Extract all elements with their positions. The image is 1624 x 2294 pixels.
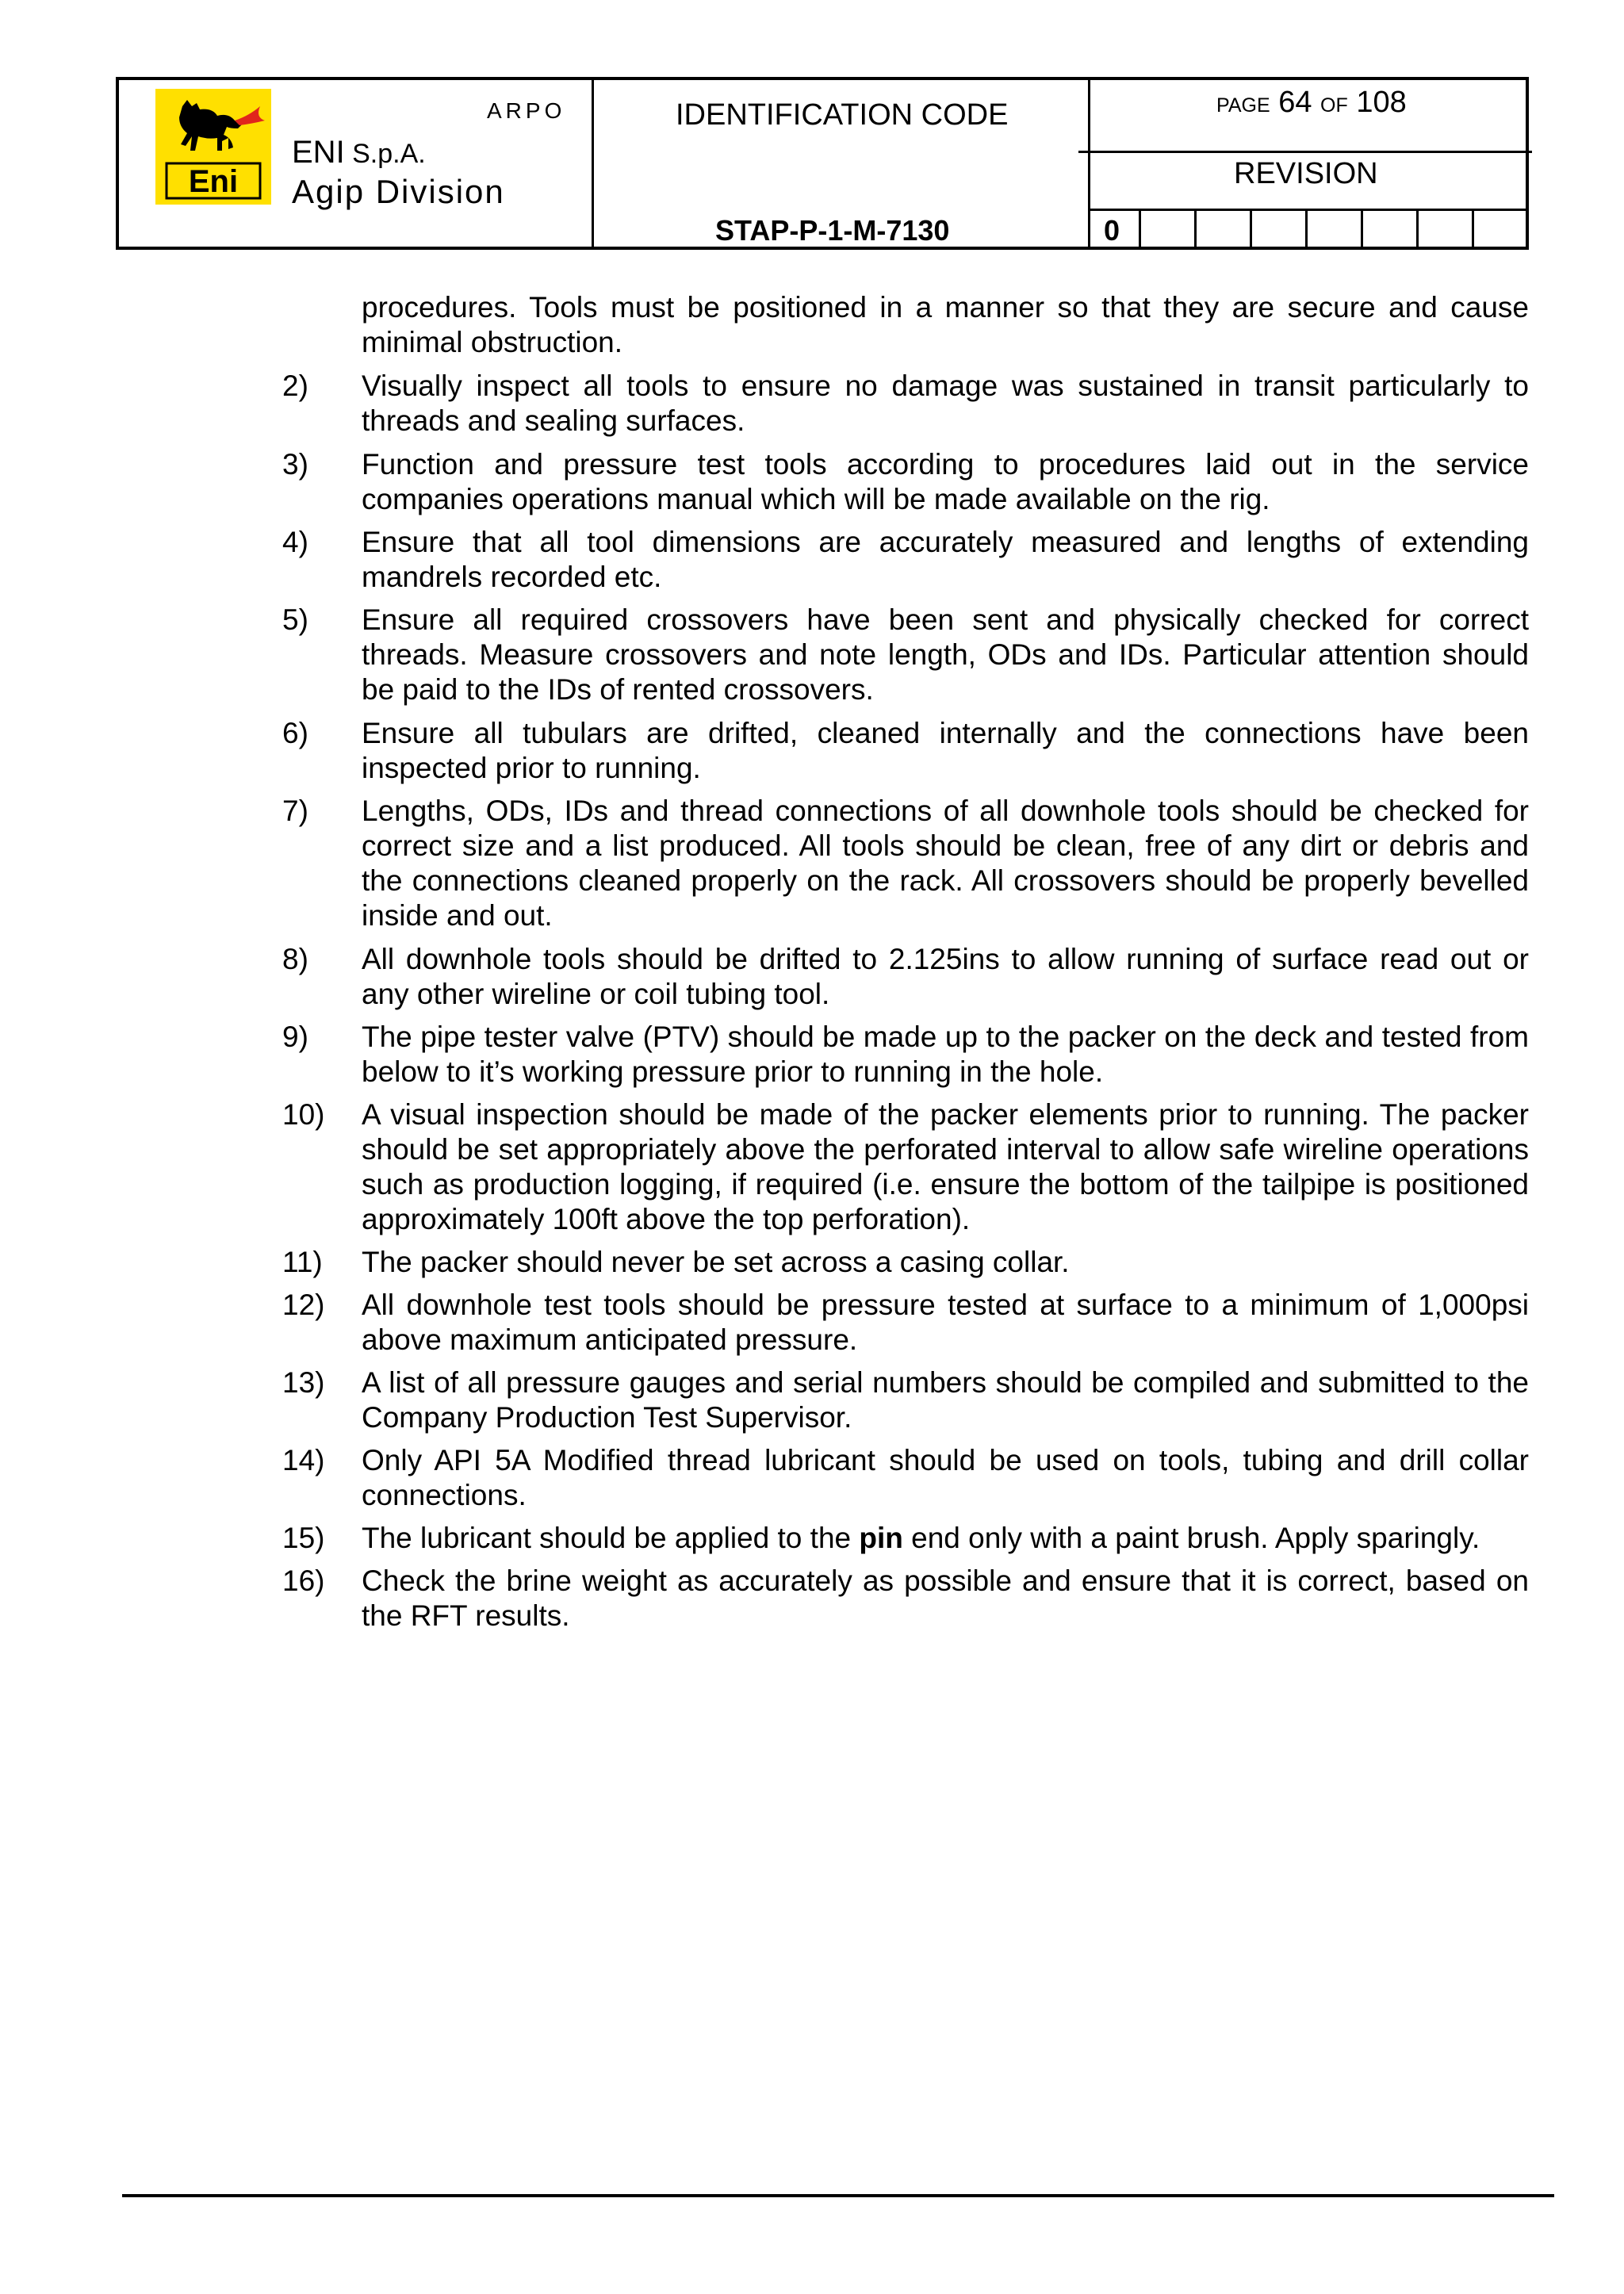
list-item-text: The pipe tester valve (PTV) should be made up to the packer on the deck and tested from below to it’s working pressure prior to running in the hole. [362,1021,1529,1088]
revision-cell [1305,210,1308,247]
page-of: OF [1320,94,1348,117]
list-item-text: Visually inspect all tools to ensure no damage was sustained in transit particularly to threads and sealing surfaces. [362,370,1529,437]
page-total: 108 [1356,86,1407,119]
revision-value: 0 [1104,214,1120,247]
division-name: Agip Division [292,173,505,210]
footer-rule [122,2194,1554,2197]
revision-cell [1416,210,1419,247]
list-item-number: 3) [282,448,308,481]
company-name [292,135,426,170]
list-item-text: Ensure all required crossovers have been sent and physically checked for correct threads. Measure crossovers and note length, ODs and IDs. Particular attention should be paid to the IDs of rented crossovers. [362,603,1529,706]
continuation-paragraph: procedures. Tools must be positioned in a manner so that they are secure and cause minimal obstruction. [362,291,1529,358]
list-item-text: Ensure all tubulars are drifted, cleaned internally and the connections have been inspected prior to running. [362,717,1529,784]
list-item-number: 15) [282,1522,325,1554]
list-item-text: Check the brine weight as accurately as possible and ensure that it is correct, based on the RFT results. [362,1564,1529,1632]
company-short: ENI [292,135,345,170]
identification-code: STAP-P-1-M-7130 [715,214,950,247]
page-current: 64 [1278,86,1312,119]
list-item-number: 9) [282,1021,308,1053]
list-item-number: 12) [282,1289,325,1321]
list-item-text: A list of all pressure gauges and serial numbers should be compiled and submitted to the Company Production Test Supervisor. [362,1366,1529,1434]
list-item-text: Lengths, ODs, IDs and thread connections of all downhole tools should be checked for correct size and a list produced. All tools should be clean, free of any dirt or debris and the connections cleaned properly on the rack. All crossovers should be properly bevelled inside and out. [362,795,1529,932]
eni-logo [155,89,271,205]
company-suffix: S.p.A. [344,139,426,169]
list-item-text: The packer should never be set across a casing collar. [362,1246,1070,1278]
revision-cell [1250,210,1252,247]
header-divider [1088,80,1090,247]
list-item-number: 14) [282,1444,325,1476]
revision-cell [1194,210,1197,247]
logo-text: Eni [188,164,239,199]
list-item-text: Only API 5A Modified thread lubricant should be used on tools, tubing and drill collar connections. [362,1444,1529,1511]
list-item-number: 5) [282,603,308,636]
list-item-number: 4) [282,526,308,558]
list-item-number: 2) [282,370,308,402]
list-item-number: 11) [282,1246,323,1278]
list-item-number: 8) [282,943,308,975]
list-item-text: A visual inspection should be made of the packer elements prior to running. The packer should be set appropriately above the perforated interval to allow safe wireline operations such as production logging, if required (i.e. ensure the bottom of the tailpipe is positioned approximately 100ft above the top perforation). [362,1098,1529,1235]
list-item-number: 13) [282,1366,325,1399]
page-prefix: PAGE [1216,94,1270,117]
arpo-label: ARPO [487,98,566,123]
header-divider [592,80,594,247]
list-item-text: All downhole tools should be drifted to 2.125ins to allow running of surface read out or any other wireline or coil tubing tool. [362,943,1529,1010]
revision-cell [1139,210,1141,247]
revision-cell [1361,210,1363,247]
list-item-text: All downhole test tools should be pressure tested at surface to a minimum of 1,000psi above maximum anticipated pressure. [362,1289,1529,1356]
list-item-text [362,1521,1529,1556]
list-item-number: 10) [282,1098,325,1131]
list-item-text: Ensure that all tool dimensions are accurately measured and lengths of extending mandrels recorded etc. [362,526,1529,593]
header-divider [1078,151,1532,153]
list-item-number: 7) [282,795,308,827]
list-item-text-part: end only with a paint brush. Apply sparingly. [902,1522,1480,1554]
list-item-number: 6) [282,717,308,749]
list-item-text: Function and pressure test tools according to procedures laid out in the service companies operations manual which will be made available on the rig. [362,448,1529,515]
revision-label: REVISION [1234,157,1378,190]
list-item-number: 16) [282,1564,325,1597]
header-divider [1088,209,1529,211]
page-number [1216,86,1407,120]
emphasized-word: pin [859,1522,903,1554]
list-item-text-part: The lubricant should be applied to the [362,1522,860,1554]
revision-cell [1472,210,1474,247]
identification-code-label: IDENTIFICATION CODE [676,98,1009,132]
